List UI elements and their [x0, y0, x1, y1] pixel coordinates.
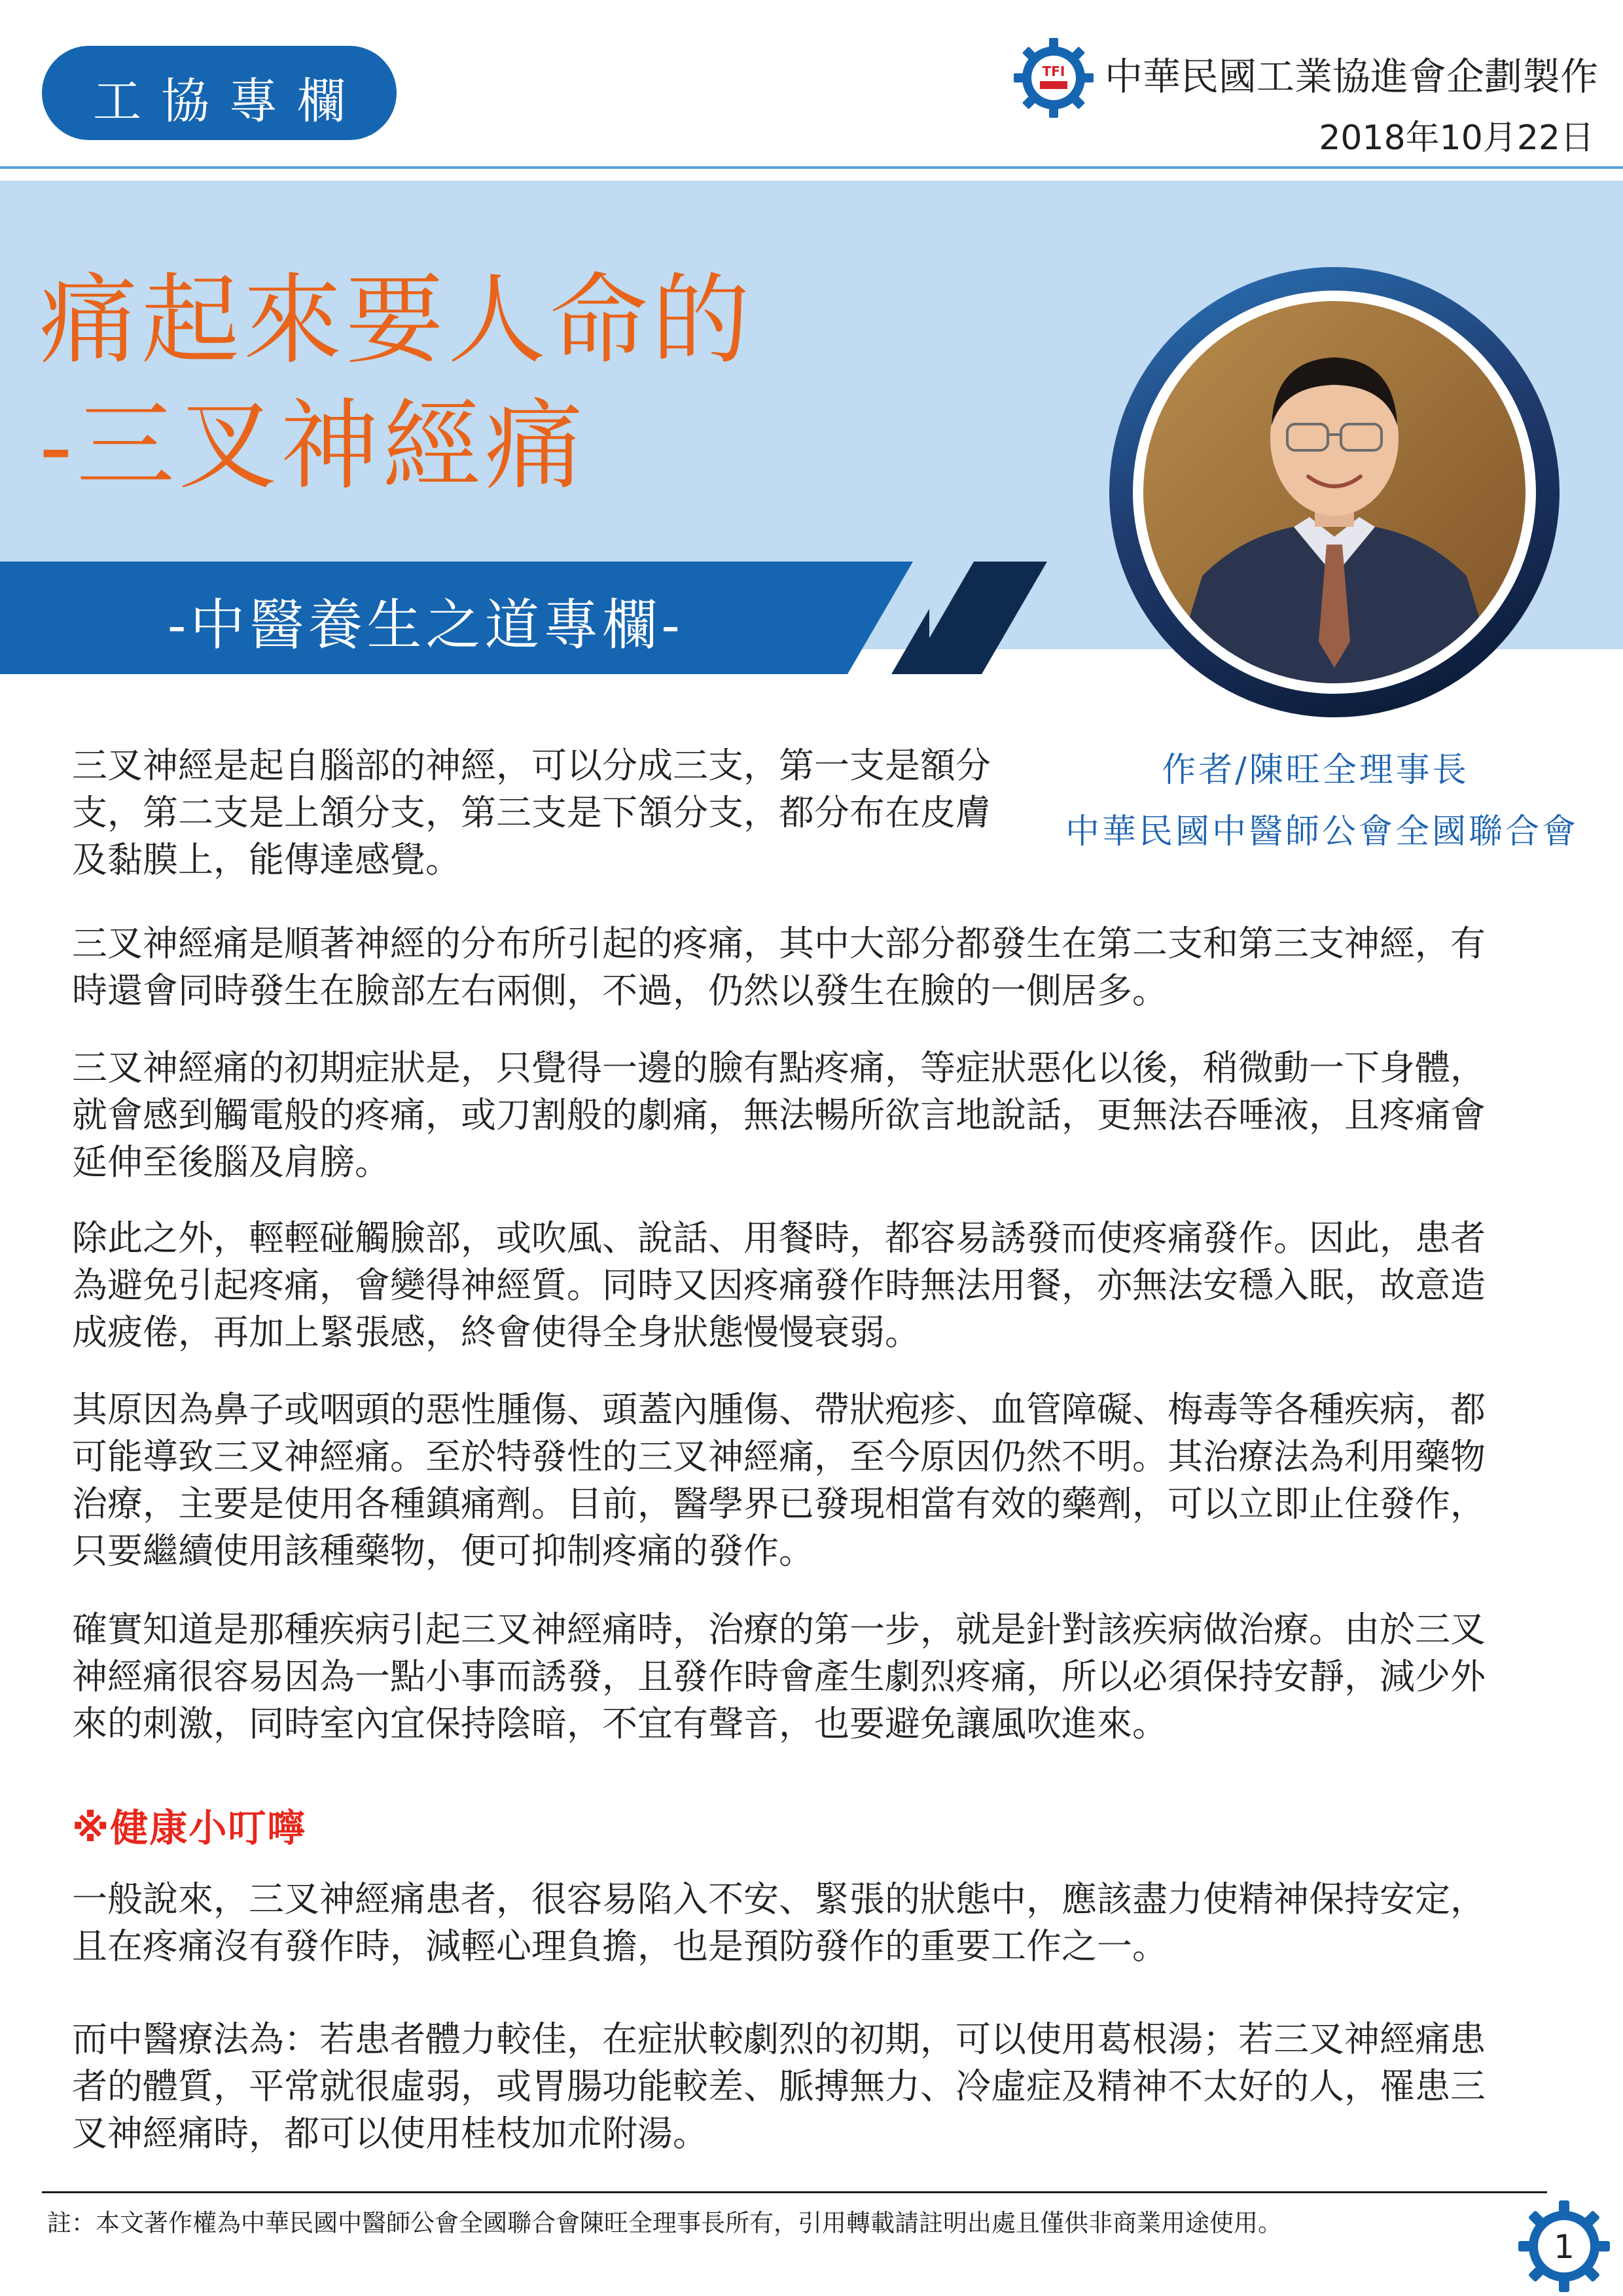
- footer-divider: [42, 2191, 1547, 2193]
- author-portrait: [1143, 301, 1525, 683]
- column-subtitle: -中醫養生之道專欄-: [168, 593, 684, 657]
- title-line-1: 痛起來要人命的: [39, 264, 755, 378]
- page-number: 1: [1554, 2228, 1575, 2266]
- article-paragraph-3: 三叉神經痛的初期症狀是，只覺得一邊的臉有點疼痛，等症狀惡化以後，稍微動一下身體，就會感到觸電般的疼痛，或刀割般的劇痛，無法暢所欲言地說話，更無法吞唾液，且疼痛會延伸至後腦及肩膀。: [72, 1047, 1486, 1183]
- title-line-2: -三叉神經痛: [39, 389, 587, 503]
- column-label: 工協專欄: [93, 73, 365, 130]
- logo-text: TFI: [1042, 63, 1065, 79]
- article-paragraph-7: 一般說來，三叉神經痛患者，很容易陷入不安、緊張的狀態中，應該盡力使精神保持安定，且在疼痛沒有發作時，減輕心理負擔，也是預防發作的重要工作之一。: [72, 1878, 1486, 1967]
- article-paragraph-4: 除此之外，輕輕碰觸臉部，或吹風、說話、用餐時，都容易誘發而使疼痛發作。因此，患者為避免引起疼痛，會變得神經質。同時又因疼痛發作時無法用餐，亦無法安穩入眠，故意造成疲倦，再加上緊張感，終會使得全身狀態慢慢衰弱。: [72, 1217, 1486, 1353]
- copyright-note: 註：本文著作權為中華民國中醫師公會全國聯合會陳旺全理事長所有，引用轉載請註明出處且僅供非商業用途使用。: [47, 2209, 1282, 2237]
- author-photo-icon: [1143, 301, 1525, 683]
- health-tip-heading: ※健康小叮嚀: [72, 1806, 307, 1850]
- tfi-logo-icon: [1011, 35, 1096, 120]
- article-title: [39, 258, 754, 509]
- article-paragraph-8: 而中醫療法為：若患者體力較佳，在症狀較劇烈的初期，可以使用葛根湯；若三叉神經痛患者的體質，平常就很虛弱，或胃腸功能較差、脈搏無力、冷虛症及精神不太好的人，罹患三叉神經痛時，都可以使用桂枝加朮附湯。: [72, 2018, 1486, 2154]
- publication-date: 2018年10月22日: [1319, 118, 1594, 158]
- author-byline: 作者/陳旺全理事長: [1162, 751, 1469, 790]
- column-label-badge: [42, 46, 397, 140]
- article-paragraph-5: 其原因為鼻子或咽頭的惡性腫傷、頭蓋內腫傷、帶狀疱疹、血管障礙、梅毒等各種疾病，都可能導致三叉神經痛。至於特發性的三叉神經痛，至今原因仍然不明。其治療法為利用藥物治療，主要是使用各種鎮痛劑。目前，醫學界已發現相當有效的藥劑，可以立即止住發作，只要繼續使用該種藥物，便可抑制疼痛的發作。: [72, 1389, 1486, 1571]
- producer-credit: 中華民國工業協進會企劃製作: [1105, 54, 1599, 99]
- article-paragraph-1: 三叉神經是起自腦部的神經，可以分成三支，第一支是額分支，第二支是上頷分支，第三支是下頷分支，都分布在皮膚及黏膜上，能傳達感覺。: [72, 745, 991, 880]
- author-organization: 中華民國中醫師公會全國聯合會: [1065, 812, 1578, 852]
- header-divider: [0, 166, 1623, 169]
- article-paragraph-2: 三叉神經痛是順著神經的分布所引起的疼痛，其中大部分都發生在第二支和第三支神經，有時還會同時發生在臉部左右兩側，不過，仍然以發生在臉的一側居多。: [72, 923, 1486, 1011]
- ribbon-accent-stripe: [903, 562, 1060, 674]
- page-number-gear-icon: [1516, 2198, 1613, 2295]
- article-paragraph-6: 確實知道是那種疾病引起三叉神經痛時，治療的第一步，就是針對該疾病做治療。由於三叉神經痛很容易因為一點小事而誘發，且發作時會產生劇烈疼痛，所以必須保持安靜，減少外來的刺激，同時室內宜保持陰暗，不宜有聲音，也要避免讓風吹進來。: [72, 1609, 1486, 1744]
